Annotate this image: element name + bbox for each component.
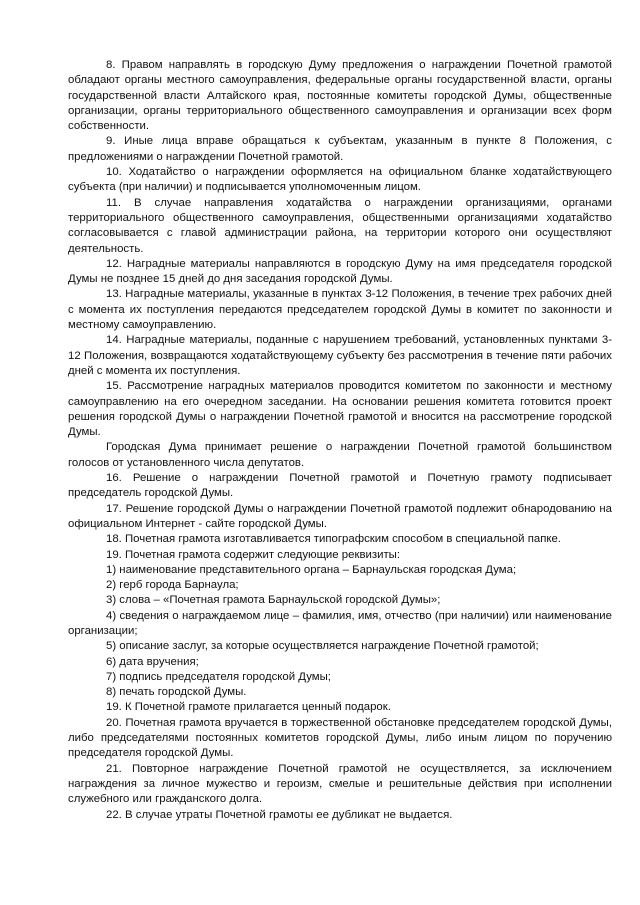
paragraph-item-17: 17. Решение городской Думы о награждении Почетной грамотой подлежит обнародованию на официальном Интернет - сайте городской Думы. <box>68 502 612 530</box>
paragraph-item-18: 18. Почетная грамота изготавливается типографским способом в специальной папке. <box>106 533 561 546</box>
paragraph-item-21: 21. Повторное награждение Почетной грамотой не осуществляется, за исключением награждения за личное мужество и героизм, смелые и решительные действия при исполнении служебного или гражданского долга. <box>68 762 612 806</box>
paragraph-item-15: 15. Рассмотрение наградных материалов проводится комитетом по законности и местному самоуправлению на его очередном заседании. На основании решения комитета готовится проект решения городской Думы о награждении Почетной грамотой и вносится на рассмотрение городской Думы. <box>68 380 612 439</box>
paragraph-item-19-gift: 19. К Почетной грамоте прилагается ценный подарок. <box>106 701 391 714</box>
requisite-item-8: 8) печать городской Думы. <box>106 686 247 699</box>
paragraph-duma-decision: Городская Дума принимает решение о награждении Почетной грамотой большинством голосов от установленного числа депутатов. <box>68 441 612 469</box>
paragraph-item-9: 9. Иные лица вправе обращаться к субъектам, указанным в пункте 8 Положения, с предложениями о награждении Почетной грамотой. <box>68 135 612 163</box>
requisite-item-5: 5) описание заслуг, за которые осуществляется награждение Почетной грамотой; <box>106 640 539 653</box>
requisite-item-2: 2) герб города Барнаула; <box>106 579 239 592</box>
requisite-item-4: 4) сведения о награждаемом лице – фамилия, имя, отчество (при наличии) или наименование организации; <box>68 609 612 637</box>
requisite-item-6: 6) дата вручения; <box>106 655 199 668</box>
requisite-item-3: 3) слова – «Почетная грамота Барнаульской городской Думы»; <box>106 594 441 607</box>
paragraph-item-8: 8. Правом направлять в городскую Думу предложения о награждении Почетной грамотой обладают органы местного самоуправления, федеральные органы государственной власти, органы государственной власти Алтайского края, постоянные комитеты городской Думы, общественные организации, органы территориального общественного самоуправления и организации всех форм собственности. <box>68 59 612 133</box>
paragraph-item-22: 22. В случае утраты Почетной грамоты ее дубликат не выдается. <box>106 808 453 821</box>
document-body <box>68 58 612 823</box>
paragraph-item-11: 11. В случае направления ходатайства о награждении организациями, органами территориального общественного самоуправления, общественными организациями ходатайство согласовывается с главой администрации района, на территории которого они осуществляют деятельность. <box>68 196 612 255</box>
paragraph-item-20: 20. Почетная грамота вручается в торжественной обстановке председателем городской Думы, либо председателями постоянных комитетов городской Думы, либо иным лицом по поручению председателя городской Думы. <box>68 716 612 760</box>
paragraph-item-12: 12. Наградные материалы направляются в городскую Думу на имя председателя городской Думы не позднее 15 дней до дня заседания городской Думы. <box>68 257 612 286</box>
requisite-item-7: 7) подпись председателя городской Думы; <box>106 670 331 683</box>
requisite-item-1: 1) наименование представительного органа – Барнаульская городская Дума; <box>106 563 517 576</box>
paragraph-item-14: 14. Наградные материалы, поданные с нарушением требований, установленных пунктами 3-12 Положения, возвращаются ходатайствующему субъекту без рассмотрения в течение пяти рабочих дней с момента их поступления. <box>68 334 612 377</box>
paragraph-item-16: 16. Решение о награждении Почетной грамотой и Почетную грамоту подписывает председатель городской Думы. <box>68 472 612 500</box>
paragraph-item-13: 13. Наградные материалы, указанные в пунктах 3-12 Положения, в течение трех рабочих дней с момента их поступления передаются председателем городской Думы в комитет по законности и местному самоуправлению. <box>68 288 612 332</box>
paragraph-item-10: 10. Ходатайство о награждении оформляется на официальном бланке ходатайствующего субъекта (при наличии) и подписывается уполномоченным лицом. <box>68 166 612 194</box>
paragraph-item-19-requisites: 19. Почетная грамота содержит следующие реквизиты: <box>106 548 401 561</box>
